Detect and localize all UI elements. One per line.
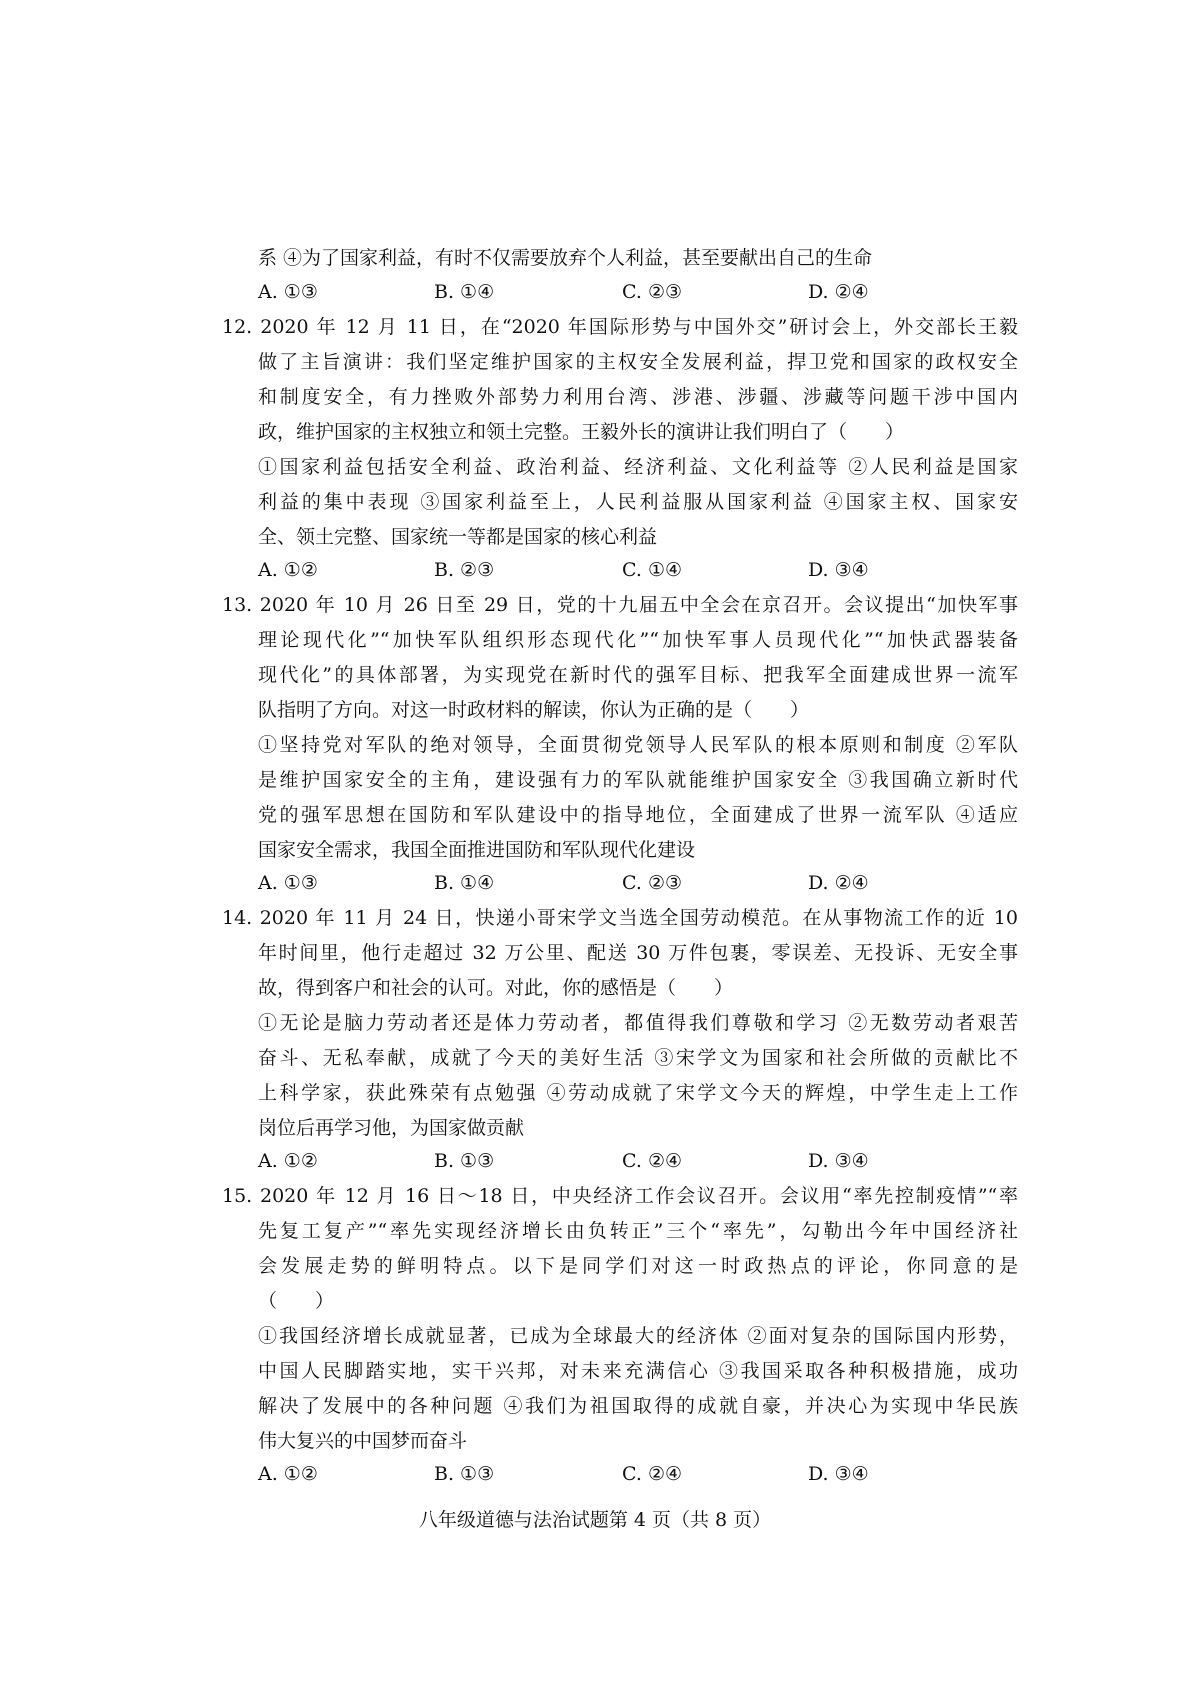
q13-line-5: ①坚持党对军队的绝对领导，全面贯彻党领导人民军队的根本原则和制度 ②军队 [258,734,1018,756]
q14-line-1: 14. 2020 年 11 月 24 日，快递小哥宋学文当选全国劳动模范。在从事物流工作的近 10 [222,907,1018,929]
option-a: A. ①③ [258,281,318,303]
q14-line-5: 奋斗、无私奉献，成就了今天的美好生活 ③宋学文为国家和社会所做的贡献比不 [258,1047,1018,1069]
q13-line-1: 13. 2020 年 10 月 26 日至 29 日，党的十九届五中全会在京召开。会议提出“加快军事 [222,594,1018,616]
q13-line-6: 是维护国家安全的主角，建设强有力的军队就能维护国家安全 ③我国确立新时代 [258,769,1018,791]
option-a: A. ①② [258,1150,318,1172]
q12-line-4: 政，维护国家的主权独立和领土完整。王毅外长的演讲让我们明白了（ ） [258,421,905,443]
q15-line-2: 先复工复产”“率先实现经济增长由负转正”三个“率先”，勾勒出今年中国经济社 [258,1220,1018,1242]
option-c: C. ②③ [622,281,683,303]
q15-line-1: 15. 2020 年 12 月 16 日～18 日，中央经济工作会议召开。会议用“率先控制疫情”“率 [222,1185,1018,1207]
q14-line-6: 上科学家，获此殊荣有点勉强 ④劳动成就了宋学文今天的辉煌，中学生走上工作 [258,1082,1018,1104]
option-c: C. ②④ [622,1150,683,1172]
q15-line-5: ①我国经济增长成就显著，已成为全球最大的经济体 ②面对复杂的国际国内形势， [258,1325,1018,1347]
q14-line-7: 岗位后再学习他，为国家做贡献 [258,1117,525,1139]
option-c: C. ②④ [622,1463,683,1485]
q15-line-7: 解决了发展中的各种问题 ④我们为祖国取得的成就自豪，并决心为实现中华民族 [258,1395,1018,1417]
q11-continuation-line: 系 ④为了国家利益，有时不仅需要放弃个人利益，甚至要献出自己的生命 [258,247,873,269]
q12-line-2: 做了主旨演讲：我们坚定维护国家的主权安全发展利益，捍卫党和国家的政权安全 [258,351,1018,373]
q15-line-8: 伟大复兴的中国梦而奋斗 [258,1430,468,1452]
q13-options [258,871,1018,895]
q12-line-3: 和制度安全，有力挫败外部势力利用台湾、涉港、涉疆、涉藏等问题干涉中国内 [258,386,1018,408]
q13-line-4: 队指明了方向。对这一时政材料的解读，你认为正确的是（ ） [258,699,810,721]
q12-line-6: 利益的集中表现 ③国家利益至上，人民利益服从国家利益 ④国家主权、国家安 [258,491,1018,513]
option-c: C. ①④ [622,559,683,581]
q14-line-2: 年时间里，他行走超过 32 万公里、配送 30 万件包裹，零误差、无投诉、无安全事 [258,942,1018,964]
q15-line-4: （ ） [258,1290,335,1312]
option-a: A. ①③ [258,872,318,894]
option-b: B. ①④ [434,281,495,303]
option-b: B. ①④ [434,872,495,894]
q13-line-8: 国家安全需求，我国全面推进国防和军队现代化建设 [258,839,696,861]
q15-line-3: 会发展走势的鲜明特点。以下是同学们对这一时政热点的评论，你同意的是 [258,1255,1018,1277]
option-d: D. ③④ [808,1150,869,1172]
q12-line-5: ①国家利益包括安全利益、政治利益、经济利益、文化利益等 ②人民利益是国家 [258,456,1018,478]
option-d: D. ②④ [808,872,869,894]
q14-options [258,1149,1018,1173]
q14-line-4: ①无论是脑力劳动者还是体力劳动者，都值得我们尊敬和学习 ②无数劳动者艰苦 [258,1012,1018,1034]
option-a: A. ①② [258,1463,318,1485]
q13-line-7: 党的强军思想在国防和军队建设中的指导地位，全面建成了世界一流军队 ④适应 [258,804,1018,826]
q12-line-7: 全、领土完整、国家统一等都是国家的核心利益 [258,526,658,548]
q14-line-3: 故，得到客户和社会的认可。对此，你的感悟是（ ） [258,977,734,999]
q15-options [258,1462,1018,1486]
q11-options [258,280,1018,304]
page-footer: 八年级道德与法治试题第 4 页（共 8 页） [418,1509,772,1531]
q13-line-3: 现代化”的具体部署，为实现党在新时代的强军目标、把我军全面建成世界一流军 [258,664,1018,686]
q12-options [258,558,1018,582]
option-b: B. ②③ [434,559,495,581]
option-c: C. ②③ [622,872,683,894]
option-d: D. ②④ [808,281,869,303]
option-d: D. ③④ [808,1463,869,1485]
q13-line-2: 理论现代化”“加快军队组织形态现代化”“加快军事人员现代化”“加快武器装备 [258,629,1018,651]
q15-line-6: 中国人民脚踏实地，实干兴邦，对未来充满信心 ③我国采取各种积极措施，成功 [258,1360,1018,1382]
option-d: D. ③④ [808,559,869,581]
option-a: A. ①② [258,559,318,581]
option-b: B. ①③ [434,1463,495,1485]
option-b: B. ①③ [434,1150,495,1172]
q12-line-1: 12. 2020 年 12 月 11 日，在“2020 年国际形势与中国外交”研讨会上，外交部长王毅 [222,316,1018,338]
